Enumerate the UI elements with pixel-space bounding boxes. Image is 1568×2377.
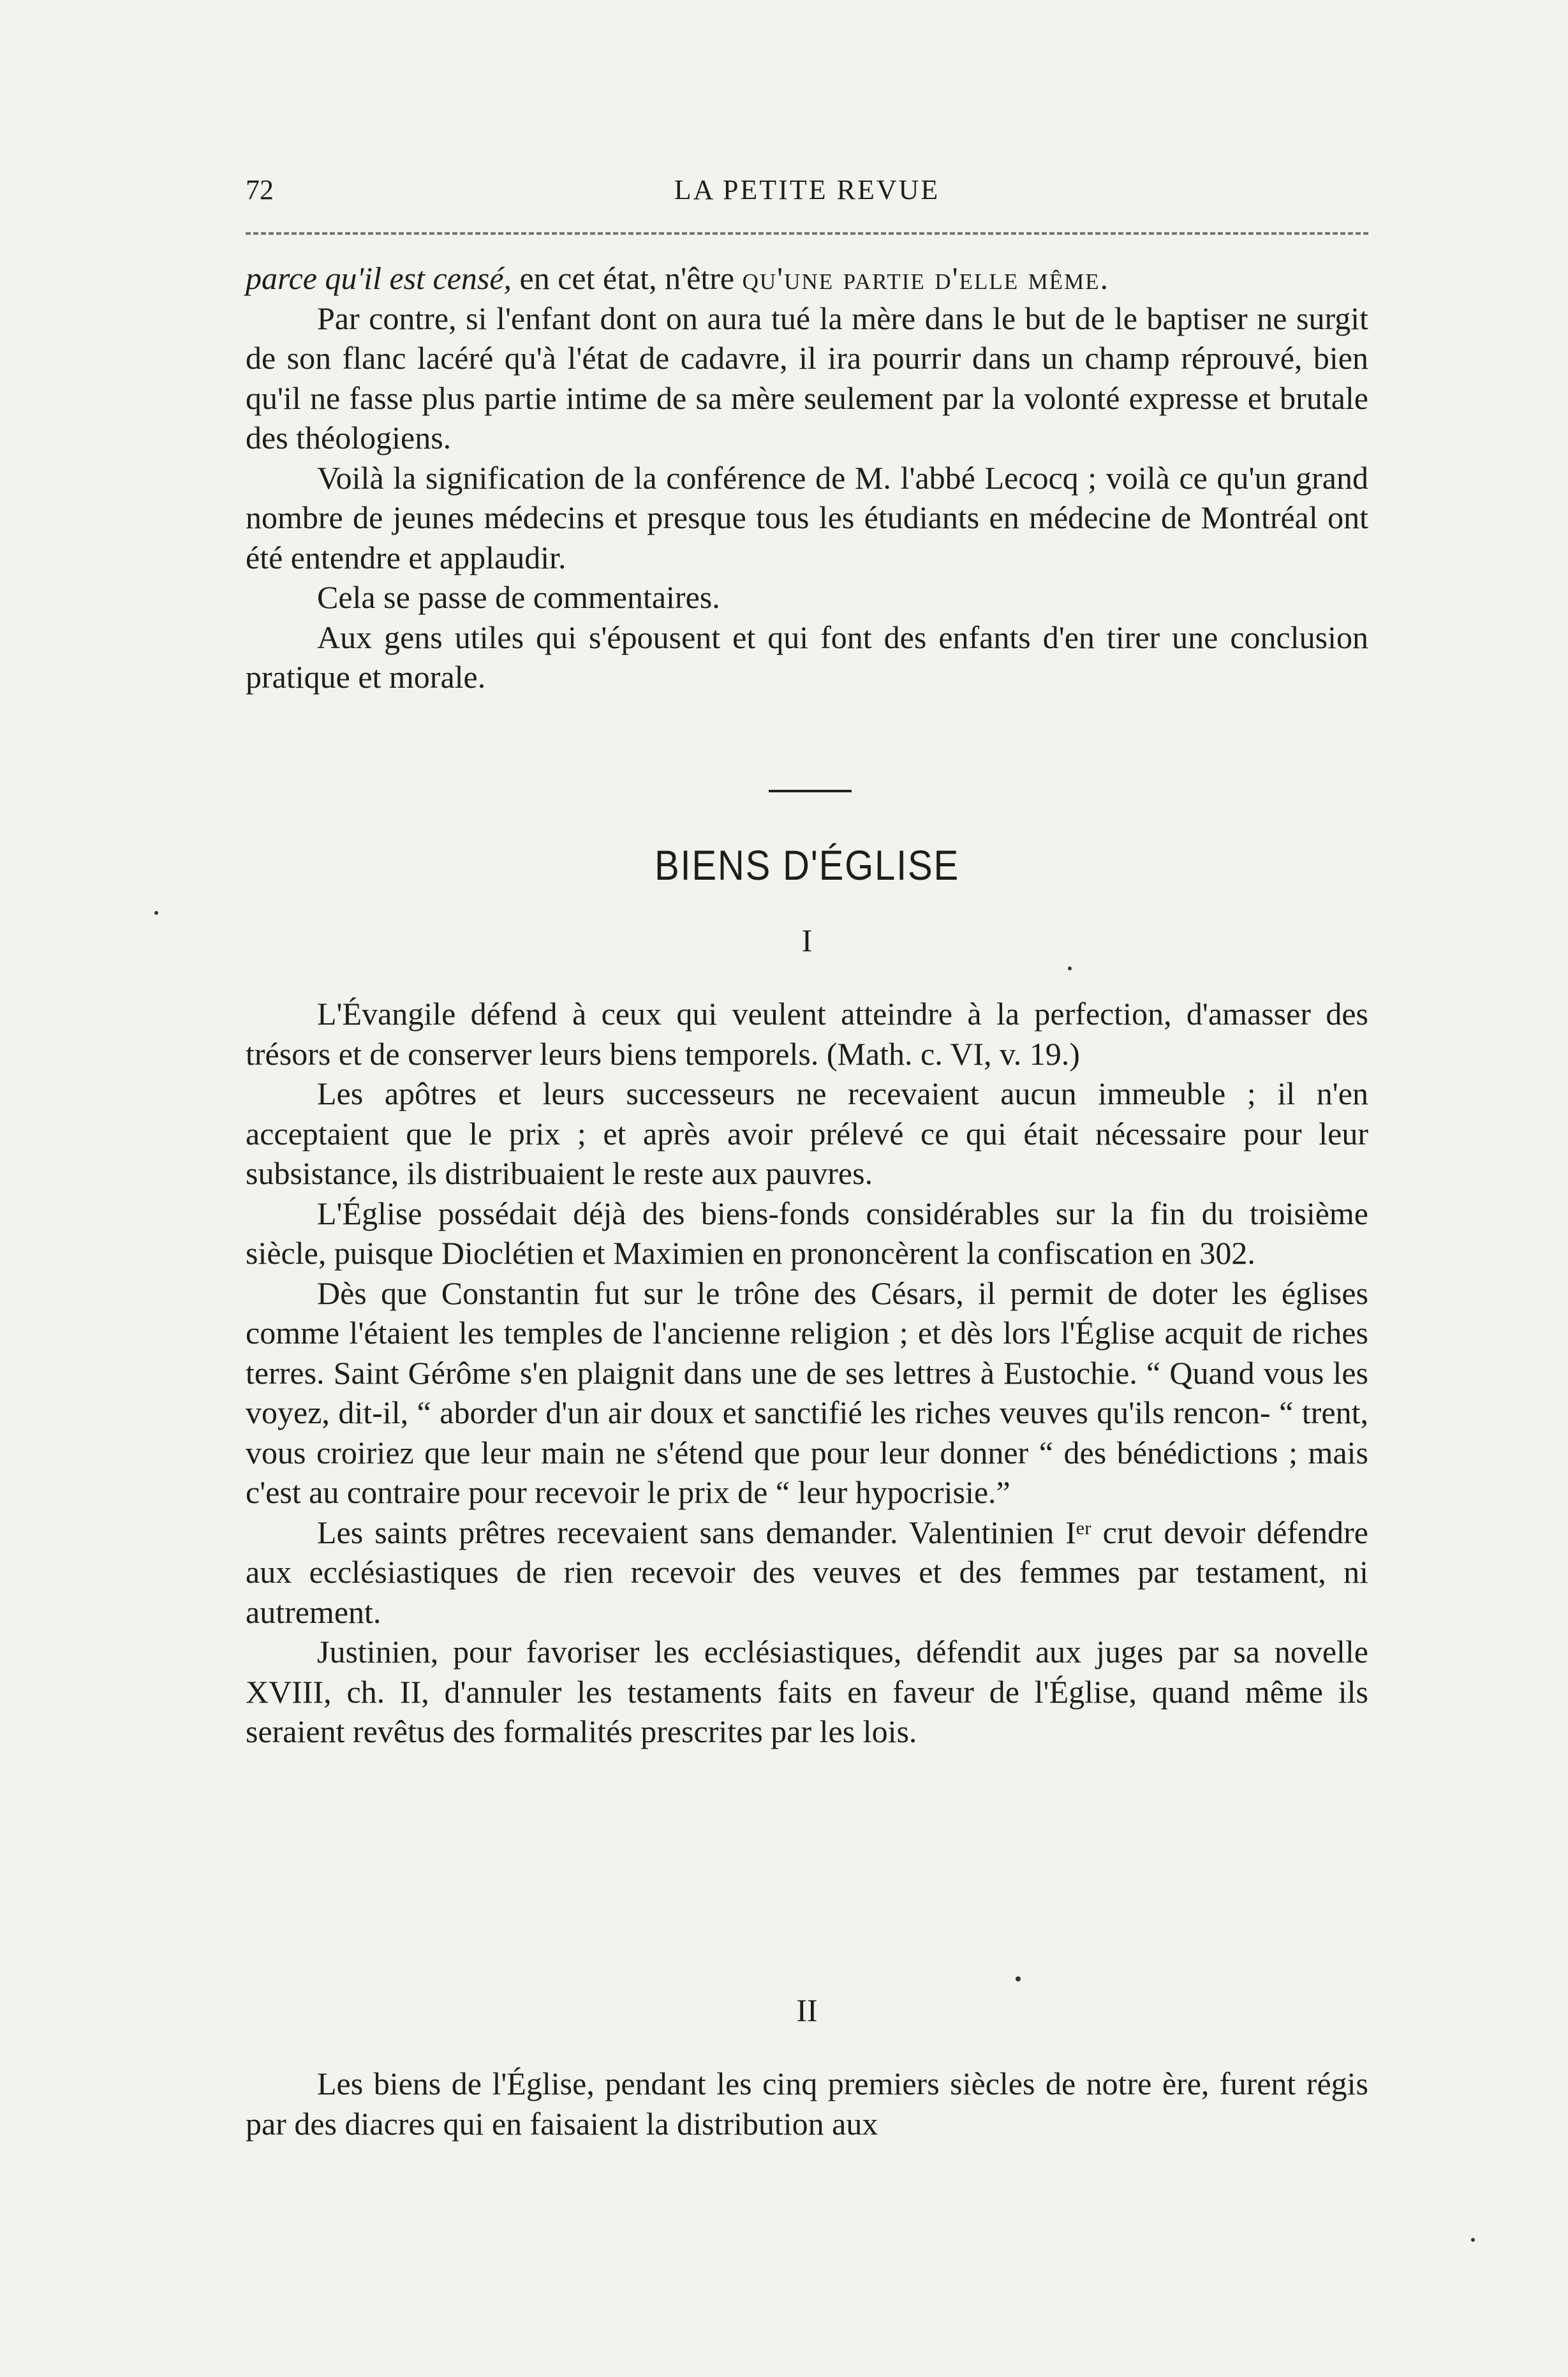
italic-phrase: parce qu'il est censé, — [246, 260, 512, 296]
running-title: LA PETITE REVUE — [674, 174, 940, 205]
paper-speck — [154, 911, 158, 915]
paragraph: L'Évangile défend à ceux qui veulent atteindre à la perfection, d'amasser des trésors et de conserver leurs biens temporels. (Math. c. VI, v. 19.) — [246, 996, 1368, 1072]
continuation-text — [246, 258, 1368, 697]
paragraph: L'Église possédait déjà des biens-fonds considérables sur la fin du troisième siècle, puisque Dioclétien et Maximien en prononcèrent la confiscation en 302. — [246, 1195, 1368, 1271]
paragraph: Aux gens utiles qui s'épousent et qui font des enfants d'en tirer une conclusion pratique et morale. — [246, 619, 1368, 695]
paragraph: Voilà la signification de la conférence de M. l'abbé Lecocq ; voilà ce qu'un grand nombre de jeunes médecins et presque tous les étudiants en médecine de Montréal ont été entendre et applaudir. — [246, 459, 1368, 575]
paper-speck — [1068, 966, 1072, 970]
paragraph: Par contre, si l'enfant dont on aura tué la mère dans le but de le baptiser ne surgit de son flanc lacéré qu'à l'état de cadavre, il ira pourrir dans un champ réprouvé, bien qu'il ne fasse plus partie intime de sa mère seulement par la volonté expresse et brutale des théologiens. — [246, 300, 1368, 455]
part-two-numeral: II — [796, 1992, 818, 2028]
paper-speck — [1471, 2238, 1475, 2242]
plain-phrase: en cet état, n'être — [512, 260, 743, 296]
paragraph: Dès que Constantin fut sur le trône des Césars, il permit de doter les églises comme l'étaient les temples de l'ancienne religion ; et dès lors l'Église acquit de riches terres. Saint Gérôme s'en plaignit dans une de ses lettres à Eustochie. “ Quand vous les voyez, dit-il, “ aborder d'un air doux et sanctifié les riches veuves qu'ils rencon- “ trent, vous croiriez que leur main ne s'étend que pour leur donner “ des bénédictions ; mais c'est au contraire pour recevoir le prix de “ leur hypocrisie.” — [246, 1275, 1368, 1510]
header-rule — [246, 232, 1368, 235]
continuation-first-line — [246, 258, 1368, 299]
page-number: 72 — [246, 174, 274, 205]
paragraph: Cela se passe de commentaires. — [317, 579, 720, 615]
part-two-text — [246, 2064, 1368, 2144]
part-one-text — [246, 994, 1368, 1752]
section-title: BIENS D'ÉGLISE — [655, 841, 959, 889]
paragraph: Les saints prêtres recevaient sans demander. Valentinien Iᵉʳ crut devoir défendre aux ecclésiastiques de rien recevoir des veuves et des femmes par testament, ni autrement. — [246, 1514, 1368, 1630]
section-divider — [769, 790, 852, 792]
page-header — [246, 174, 1368, 212]
smallcaps-phrase: qu'une partie d'elle même. — [742, 260, 1110, 296]
paragraph: Justinien, pour favoriser les ecclésiastiques, défendit aux juges par sa novelle XVIII, ch. II, d'annuler les testaments faits en faveur de l'Église, quand même ils seraient revêtus des formalités prescrites par les lois. — [246, 1634, 1368, 1749]
paper-speck — [1016, 1976, 1021, 1981]
paragraph: Les apôtres et leurs successeurs ne recevaient aucun immeuble ; il n'en acceptaient que le prix ; et après avoir prélevé ce qui était nécessaire pour leur subsistance, ils distribuaient le reste aux pauvres. — [246, 1076, 1368, 1191]
paragraph: Les biens de l'Église, pendant les cinq premiers siècles de notre ère, furent régis par des diacres qui en faisaient la distribution aux — [246, 2066, 1368, 2142]
part-one-numeral: I — [801, 922, 813, 958]
